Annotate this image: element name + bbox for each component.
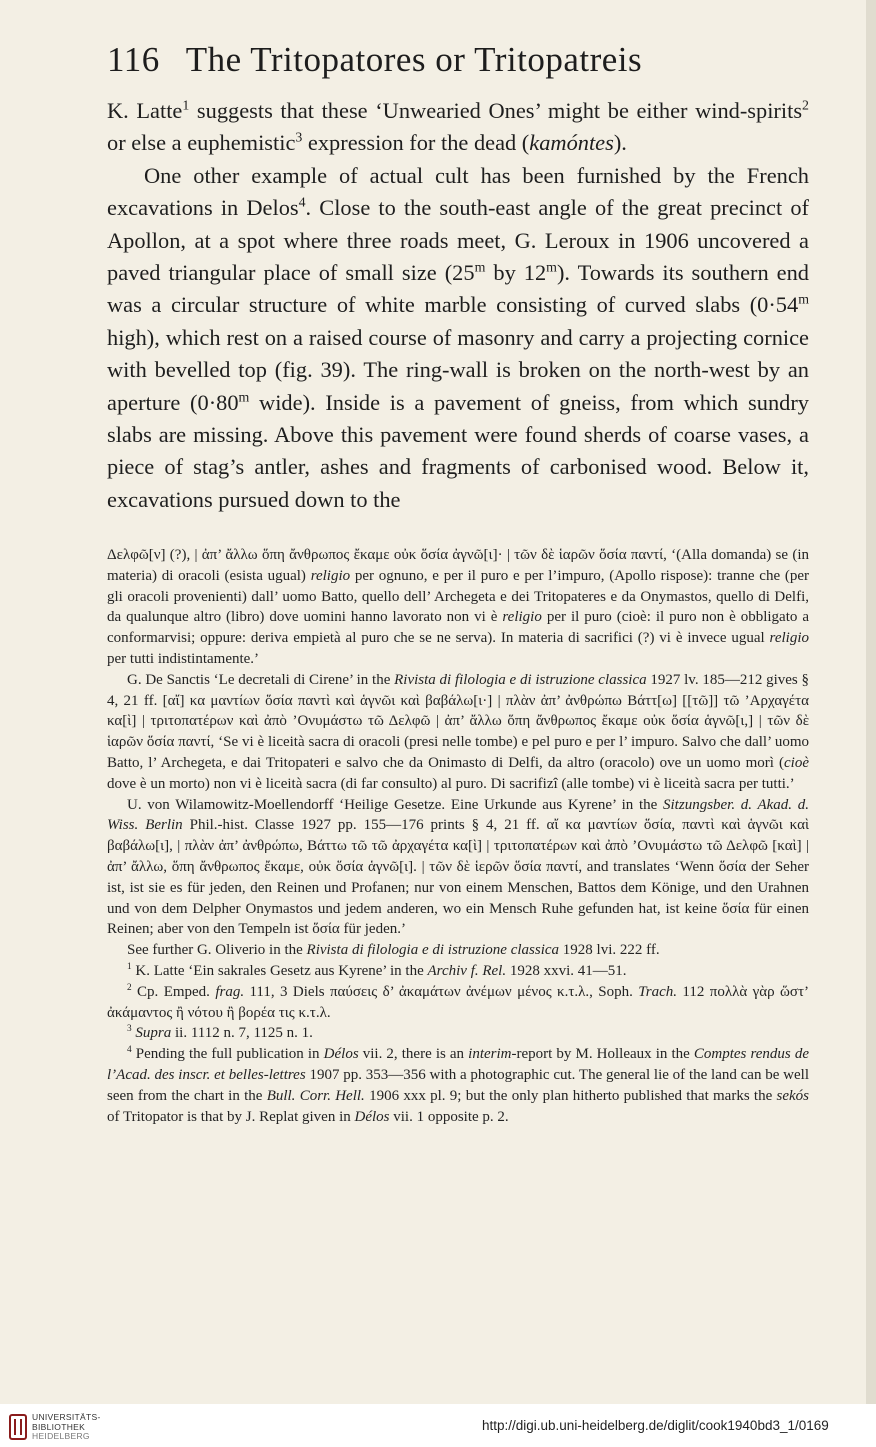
page-number: 116 [107,40,160,79]
footnote: $^1$ K. Latte ‘Ein sakrales Gesetz aus Kyrene’ in the Archiv f. Rel. 1928 xxvi. 41—51. [127,961,627,979]
footnote: Δελφῶ[ν] (?), | ἀπ’ ἄλλω ὅπη ἄνθρωπος ἔκαμε οὐκ ὅσία ἀγνῶ[ι]· | τῶν δὲ ἱαρῶν ὅσία παντί, ‘(Alla domanda) se (in materia) di oracoli (esista ugual) religio per ognuno, e per il puro e per l’impuro, (Apollo rispose): tranne che (per gli oracoli provenienti) dall’ uomo Batto, quello dell’ Archegeta e dei Tritopateres e da Onymastos, quello di Delfi, da qualunque altro (libro) dove uomini hanno lavorato non vi è religio per il puro (cioè: il puro non è obbligato a conformarvisi; oppure: deriva empietà al puro che se ne serva). In materia di sacrifici (?) vi è invece ugual religio per tutti indistintamente.’ [107,547,810,667]
library-logo-icon [9,1414,27,1440]
page-edge [866,0,876,1404]
main-text [107,95,809,516]
footnote: $^3$ Supra ii. 1112 n. 7, 1125 n. 1. [127,1024,313,1042]
footnotes-block [107,545,809,1127]
footnote: See further G. Oliverio in the Rivista di filologia e di istruzione classica 1928 lvi. 222 ff. [127,942,660,959]
footnote: $^4$ Pending the full publication in Délos vii. 2, there is an interim-report by M. Holleaux in the Comptes rendus de l’Acad. des inscr. et belles-lettres 1907 pp. 353—356 with a photographic cut. The general lie of the land can be well seen from the chart in the Bull. Corr. Hell. 1906 xxx pl. 9; but the only plan hitherto published that marks the sekós of Tritopator is that by J. Replat given in Délos vii. 1 opposite p. 2. [107,1045,810,1125]
footnote: U. von Wilamowitz-Moellendorff ‘Heilige Gesetze. Eine Urkunde aus Kyrene’ in the Sitzungsber. d. Akad. d. Wiss. Berlin Phil.-hist. Classe 1927 pp. 155—176 prints § 4, 21 ff. αἴ κα μαντίων ὅσία, παντὶ καὶ ἁγνῶι καὶ βαβάλω[ι], | πλὰν ἀπ’ ἀνθρώπω, Βάττω τῶ τῶ ἀρχαγέτα κα[ὶ] | τριτοπατέρων καὶ ἀπὸ ’Ονυμάστω τῶ Δελφῶ [καὶ] | ἀπ’ ἄλλω, ὅπη ἄνθρωπος ἔκαμε, οὐκ ὅσία ἁγνῶ[ι]. | τῶν δὲ ἱερῶν ὅσία παντί, and translates ‘Wenn ὅσία der Seher ist, ist sie es für jeden, den Reinen und Profanen; nur von einem Menschen, Battos dem Könige, und den Urahnen und von dem Delpher Onymastos und jedem anderen, wo ein Mensch Ruhe gefunden hat, ist keine ὅσία für einen Reinen; aber von den Tempeln ist ὅσία für jeden.’ [107,796,809,938]
running-header [107,40,807,80]
paragraph: One other example of actual cult has been furnished by the French excavations in Delos$^4$. Close to the south-east angle of the great precinct of Apollon, at a spot where three roads meet, G. Leroux in 1906 uncovered a paved triangular place of small size (25$^m$ by 12$^m$). Towards its southern end was a circular structure of white marble consisting of curved slabs ($0\cdot 54^m$ high), which rest on a raised course of masonry and carry a projecting cornice with bevelled top (fig. 39). The ring-wall is broken on the north-west by an aperture ($0\cdot 80^m$ wide). Inside is a pavement of gneiss, from which sundry slabs are missing. Above this pavement were found sherds of coarse vases, a piece of stag’s antler, ashes and fragments of carbonised wood. Below it, excavations pursued down to the [107,162,810,512]
source-url[interactable]: http://digi.ub.uni-heidelberg.de/diglit/cook1940bd3_1/0169 [482,1418,829,1433]
footnote: G. De Sanctis ‘Le decretali di Cirene’ in the Rivista di filologia e di istruzione classica 1927 lv. 185—212 gives § 4, 21 ff. [αἴ] κα μαντίων ὅσία παντὶ καὶ ἁγνῶι καὶ βαβάλω[ι·] | πλὰν ἀπ’ ἀνθρώπω Βάττ[ω] [[τῶ]] τῶ ’Αρχαγέτα κα[ὶ] | τριτοπατέρων καὶ ἀπὸ ’Ονυμάστω τῶ Δελφῶ | ἀπ’ ἄλλω ὅπη ἄνθρωπος ἔκαμε οὐκ ὅσία ἁγνῶ[ι,] | τῶν δὲ ἱαρῶν ὅσία παντί, ‘Se vi è liceità sacra di oracoli (presi nelle tombe) e pel puro e per l’ impuro. Salvo che dall’ uomo Batto, l’ Archegeta, e dai Tritopateri e salvo che da Onimasto di Delfi, da altro (oracolo) ove un uomo morì (cioè dove è un morto) non vi è liceità sacra (di far consulto) al puro. Di sacrifizî (alle tombe) vi è liceità sacra per tutti.’ [107,671,810,792]
footnote: $^2$ Cp. Emped. frag. 111, 3 Diels παύσεις δ’ ἀκαμάτων ἀνέμων μένος κ.τ.λ., Soph. Trach. 112 πολλὰ γὰρ ὥστ’ ἀκάμαντος ἢ νότου ἢ βορέα τις κ.τ.λ. [107,982,809,1021]
logo-line-3: HEIDELBERG [32,1431,90,1441]
logo-line-2: BIBLIOTHEK [32,1421,86,1432]
running-title: The Tritopatores or Tritopatreis [185,40,643,79]
library-logo-text [32,1413,101,1442]
paragraph: K. Latte$^1$ suggests that these ‘Unwearied Ones’ might be either wind-spirits$^2$ or else a euphemistic$^3$ expression for the dead (kamóntes). [107,98,809,156]
logo-line-1: UNIVERSITÄTS- [32,1412,101,1422]
